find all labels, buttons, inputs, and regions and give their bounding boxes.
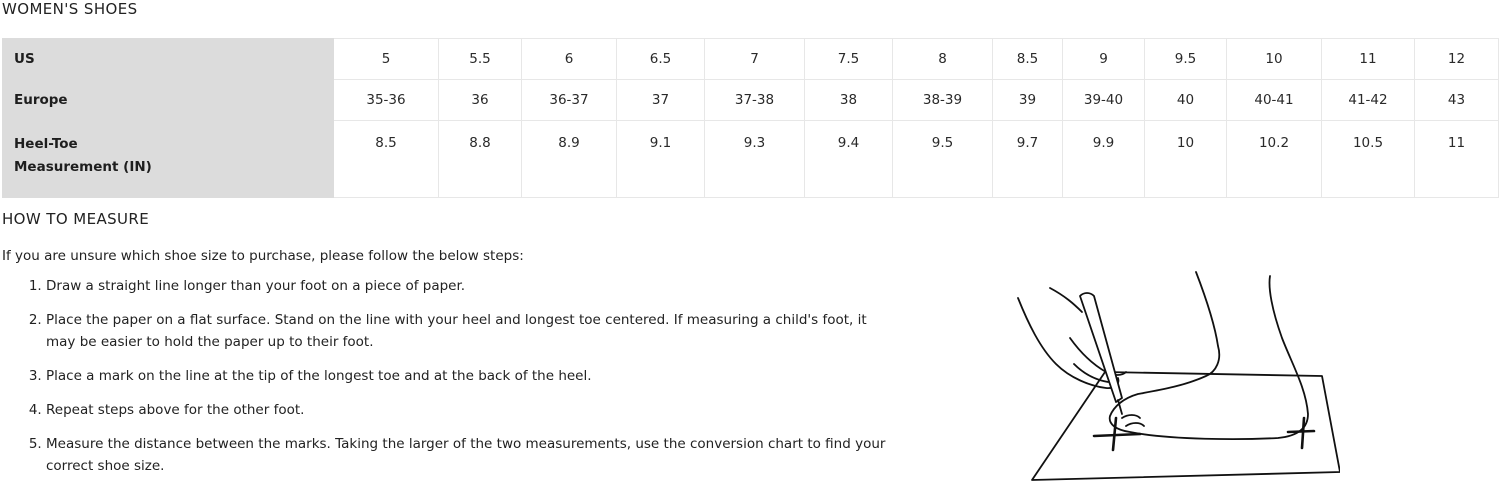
measure-steps-list bbox=[0, 275, 886, 489]
table-cell: 37 bbox=[617, 80, 705, 121]
table-cell: 38 bbox=[805, 80, 893, 121]
table-cell: 9.9 bbox=[1063, 121, 1145, 198]
foot-measuring-icon bbox=[1010, 268, 1340, 482]
table-cell: 40-41 bbox=[1227, 80, 1322, 121]
table-cell: 7 bbox=[705, 39, 805, 80]
list-item: 5. Measure the distance between the marks. Taking the larger of the two measurements, use the conversion chart to find your correct shoe size. bbox=[46, 433, 886, 477]
table-cell: 5 bbox=[334, 39, 439, 80]
table-cell: 39 bbox=[993, 80, 1063, 121]
table-cell: 6 bbox=[522, 39, 617, 80]
table-cell: 11 bbox=[1415, 121, 1499, 198]
table-cell: 11 bbox=[1322, 39, 1415, 80]
table-cell: 43 bbox=[1415, 80, 1499, 121]
table-cell: 8.5 bbox=[993, 39, 1063, 80]
how-to-intro: If you are unsure which shoe size to purchase, please follow the below steps: bbox=[2, 248, 524, 264]
table-cell: 10.2 bbox=[1227, 121, 1322, 198]
table-cell: 8 bbox=[893, 39, 993, 80]
row-header-heel-toe bbox=[3, 121, 334, 198]
table-cell: 10 bbox=[1145, 121, 1227, 198]
table-cell: 9.4 bbox=[805, 121, 893, 198]
table-cell: 6.5 bbox=[617, 39, 705, 80]
table-cell: 5.5 bbox=[439, 39, 522, 80]
table-cell: 41-42 bbox=[1322, 80, 1415, 121]
list-item: 1. Draw a straight line longer than your foot on a piece of paper. bbox=[46, 275, 886, 297]
table-cell: 9.5 bbox=[893, 121, 993, 198]
list-item: 3. Place a mark on the line at the tip of the longest toe and at the back of the heel. bbox=[46, 365, 886, 387]
table-cell: 7.5 bbox=[805, 39, 893, 80]
table-cell: 37-38 bbox=[705, 80, 805, 121]
list-item: 2. Place the paper on a flat surface. Stand on the line with your heel and longest toe centered. If measuring a child's foot, it may be easier to hold the paper up to their foot. bbox=[46, 309, 886, 353]
table-row-heel-toe bbox=[3, 121, 1499, 198]
table-cell: 40 bbox=[1145, 80, 1227, 121]
table-cell: 38-39 bbox=[893, 80, 993, 121]
table-row-us bbox=[3, 39, 1499, 80]
table-cell: 9.5 bbox=[1145, 39, 1227, 80]
table-cell: 9.1 bbox=[617, 121, 705, 198]
table-cell: 10 bbox=[1227, 39, 1322, 80]
list-item: 4. Repeat steps above for the other foot. bbox=[46, 399, 886, 421]
table-cell: 39-40 bbox=[1063, 80, 1145, 121]
table-cell: 9 bbox=[1063, 39, 1145, 80]
table-cell: 35-36 bbox=[334, 80, 439, 121]
row-header-europe: Europe bbox=[3, 80, 334, 121]
table-cell: 36 bbox=[439, 80, 522, 121]
row-header-us: US bbox=[3, 39, 334, 80]
table-cell: 12 bbox=[1415, 39, 1499, 80]
size-conversion-table bbox=[2, 38, 1499, 198]
table-cell: 10.5 bbox=[1322, 121, 1415, 198]
section-title-how-to-measure: HOW TO MEASURE bbox=[2, 210, 150, 228]
section-title-womens-shoes: WOMEN'S SHOES bbox=[2, 0, 138, 18]
table-row-europe bbox=[3, 80, 1499, 121]
foot-measuring-illustration bbox=[1010, 268, 1340, 486]
table-cell: 9.7 bbox=[993, 121, 1063, 198]
row-header-line: Measurement (IN) bbox=[14, 159, 152, 175]
table-cell: 8.8 bbox=[439, 121, 522, 198]
table-cell: 8.5 bbox=[334, 121, 439, 198]
table-cell: 8.9 bbox=[522, 121, 617, 198]
table-cell: 9.3 bbox=[705, 121, 805, 198]
table-cell: 36-37 bbox=[522, 80, 617, 121]
row-header-line: Heel-Toe bbox=[14, 136, 78, 152]
